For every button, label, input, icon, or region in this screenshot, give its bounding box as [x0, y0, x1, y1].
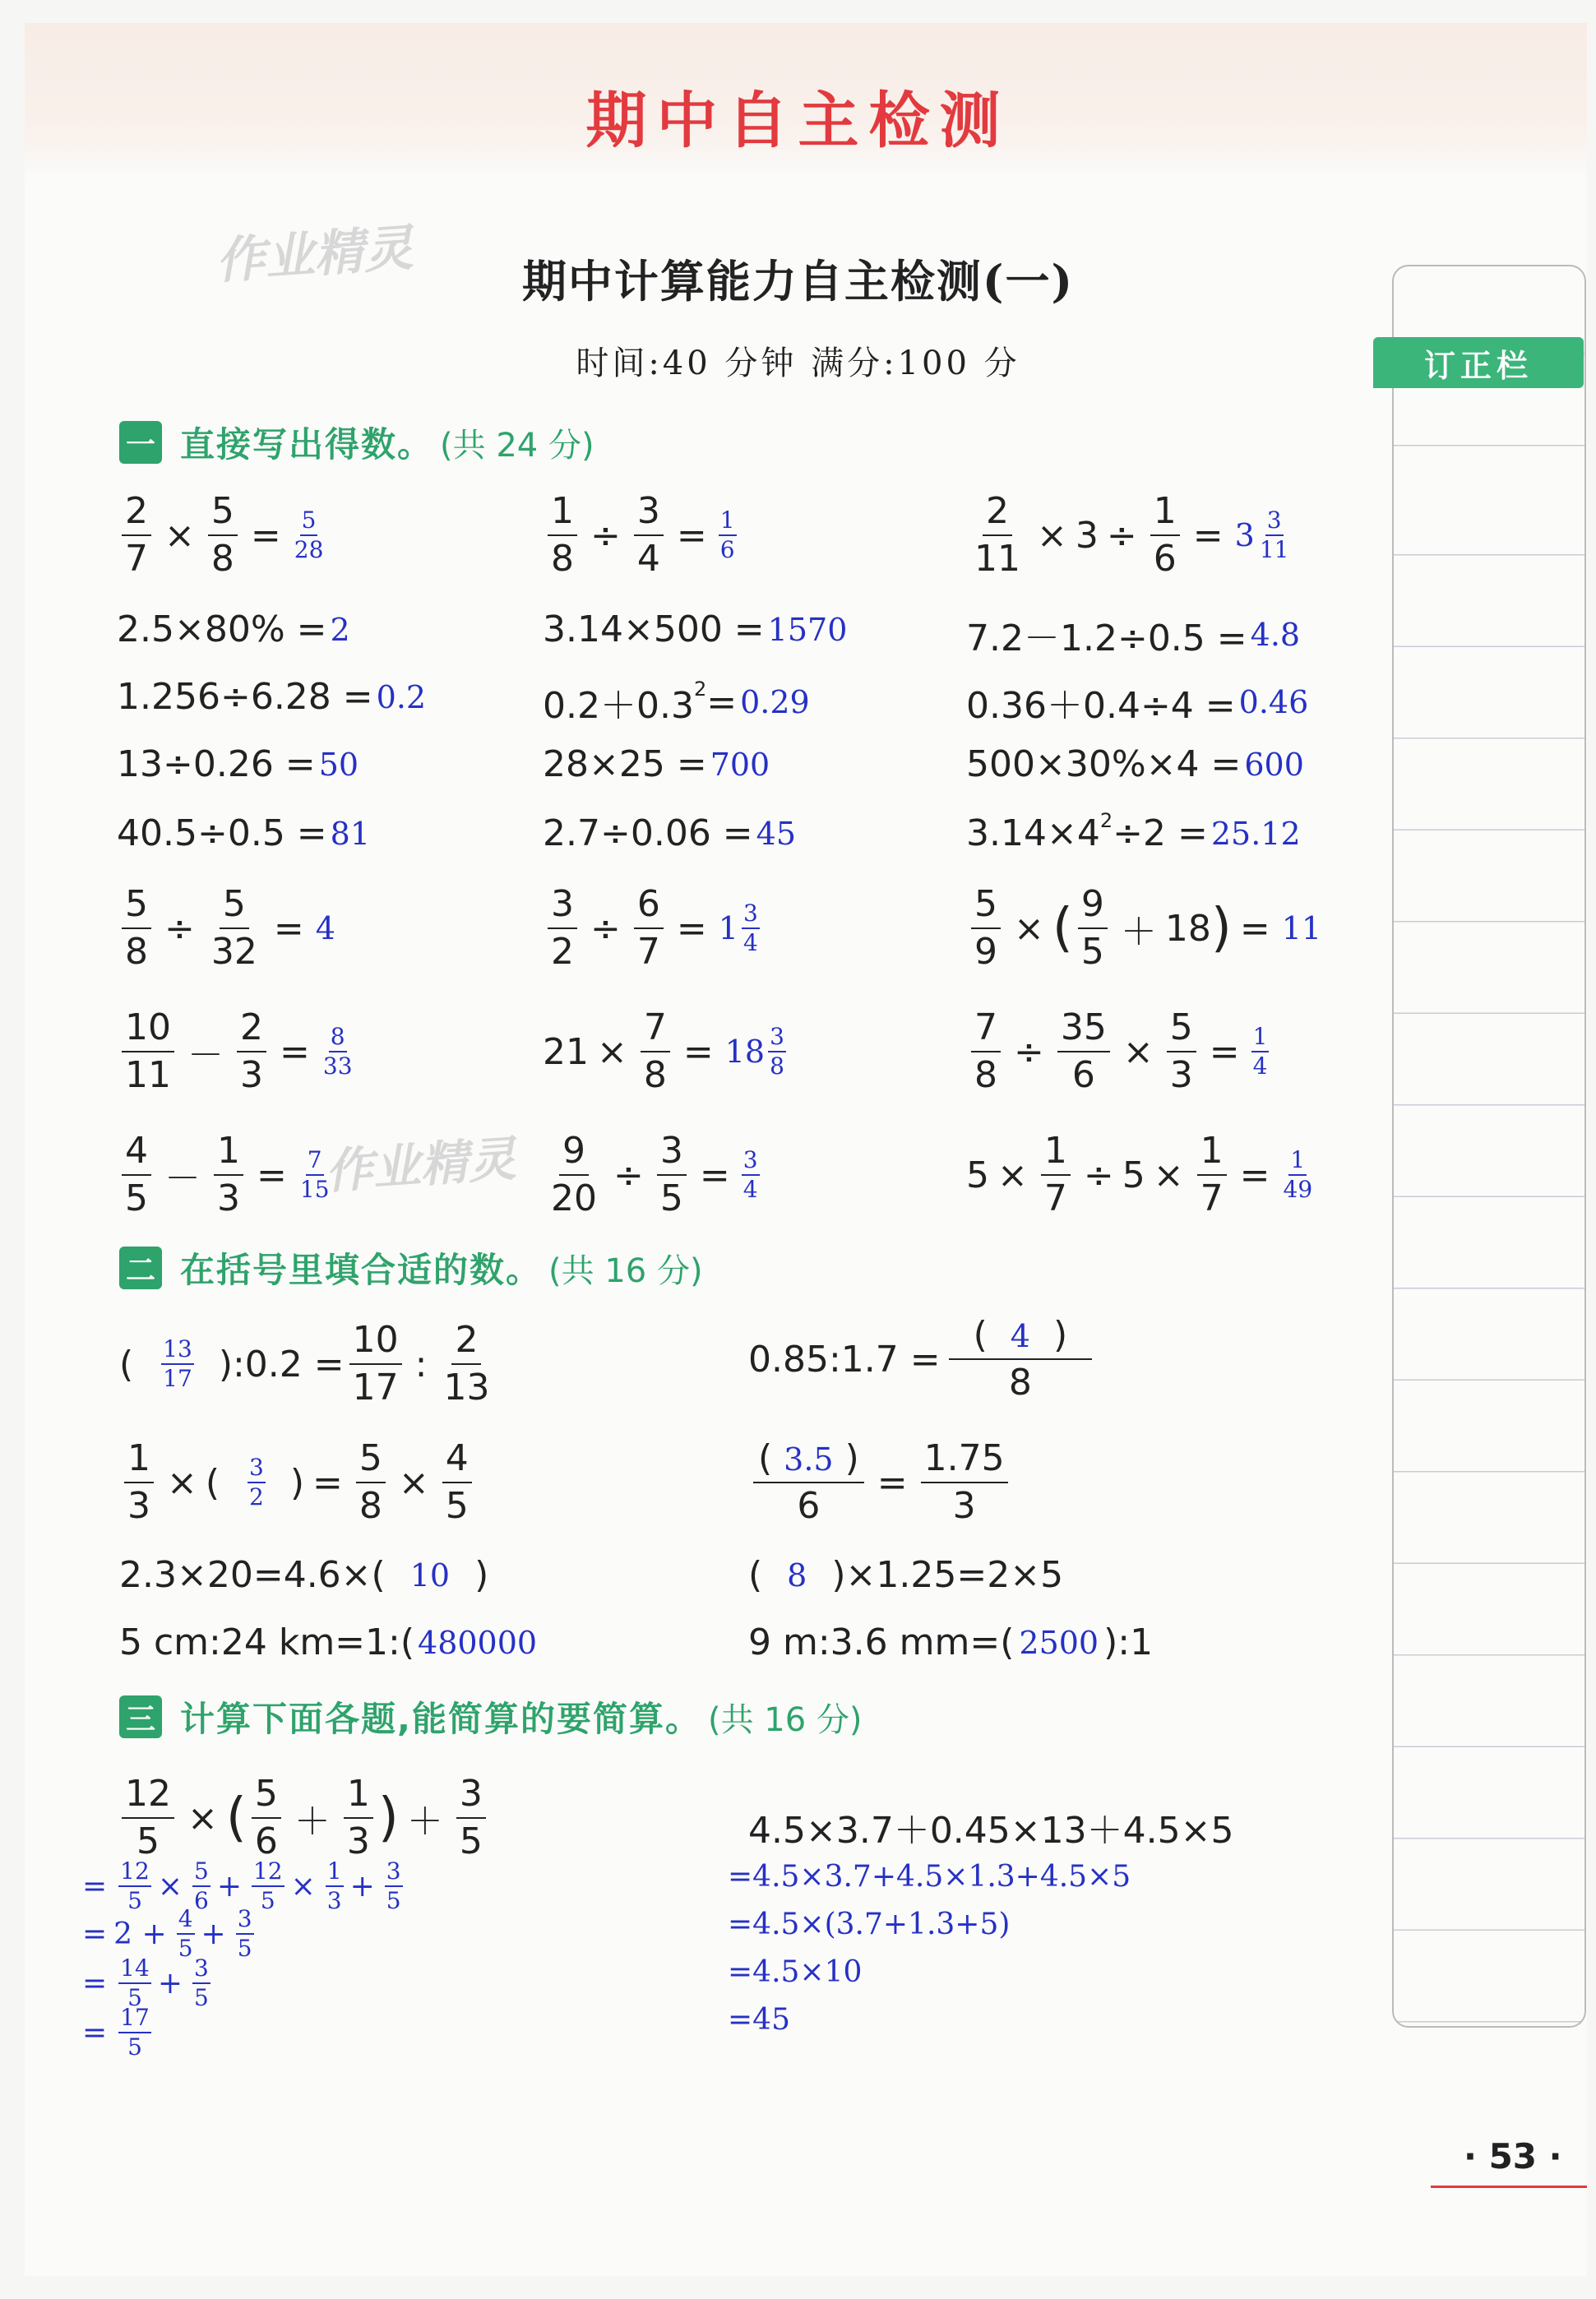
handwritten-step: =4.5×10: [728, 1955, 863, 1989]
section-header: [119, 1243, 703, 1293]
equation: $\frac{7}{8}$ ÷ $\frac{35}{6}$ × $\frac{5}{3}$ = $\frac{1}{4}$: [966, 1010, 1269, 1094]
answer: 0.46: [1238, 684, 1309, 720]
section-points: (共 16 分): [707, 1700, 863, 1739]
equation: 5 × $\frac{1}{7}$ ÷ 5 × $\frac{1}{7}$ = $\frac{1}{49}$: [966, 1130, 1313, 1219]
equation: 3.14×500 = 1570: [543, 608, 848, 650]
equation: 0.36＋0.4÷4 = 0.46: [966, 684, 1309, 727]
equation: 40.5÷0.5 = 81: [117, 812, 371, 854]
equation: $\frac{12}{5}$ × ( 5 6 ＋ 1 3 ) ＋ 3 5: [117, 1776, 491, 1860]
equation: 2.7÷0.06 = 45: [543, 812, 797, 854]
section-number: 一: [119, 421, 162, 464]
equation: 21 × $\frac{7}{8}$ = 18 3 8: [543, 1006, 784, 1096]
answer: 45: [756, 815, 797, 852]
equation: 10 11 － $\frac{2}{3}$ = $\frac{8}{33}$: [117, 1010, 354, 1094]
answer: 600: [1244, 746, 1304, 783]
section-points: (共 16 分): [548, 1251, 703, 1290]
section-title: 在括号里填合适的数。: [180, 1250, 543, 1290]
equation: $\frac{5}{9}$ × ( 9 5 ＋ 18 ) = 11: [966, 886, 1321, 970]
watermark: 作业精灵: [323, 1130, 518, 1200]
equation: 0.2＋0.3 2 = 0.29: [543, 678, 810, 727]
correction-tab: 订正栏: [1373, 337, 1584, 388]
handwritten-step: =45: [728, 2003, 790, 2037]
equation: $\frac{3}{2}$ ÷ $\frac{6}{7}$ = 1 3 4: [543, 886, 760, 970]
page-number: · 53 ·: [1464, 2136, 1562, 2176]
equation: $\frac{1}{3}$ × ( 3 2 ) = $\frac{5}{8}$ × $\frac{4}{5}$: [119, 1441, 477, 1524]
correction-column: [1392, 265, 1586, 2028]
equation: 4 5 － $\frac{1}{3}$ = $\frac{7}{15}$: [117, 1133, 331, 1217]
answer: 25.12: [1210, 815, 1301, 852]
watermark: 作业精灵: [214, 219, 415, 291]
equation: $\frac{( 3.5 )}{6}$ = $\frac{1.75}{3}$: [748, 1441, 1013, 1524]
banner-title: 期中自主检测: [585, 86, 1011, 156]
section-title: 计算下面各题,能简算的要简算。: [180, 1699, 701, 1739]
answer: 700: [710, 746, 770, 783]
page-title: 期中计算能力自主检测(一): [521, 255, 1075, 308]
answer: 81: [330, 815, 371, 852]
time-score-info: 时间:40 分钟 满分:100 分: [576, 345, 1020, 382]
equation: 5 cm:24 km=1:( 480000: [119, 1621, 538, 1663]
section-header: [119, 1692, 863, 1742]
answer: 4.8: [1250, 617, 1301, 653]
equation: 2.3×20=4.6×( 10 ): [119, 1554, 489, 1596]
page-number-underline: [1431, 2186, 1587, 2188]
handwritten-step: =4.5×(3.7+1.3+5): [728, 1908, 1011, 1941]
equation: $\frac{2}{7}$ × $\frac{5}{8}$ = $\frac{5}{28}$: [117, 493, 325, 577]
equation: 500×30%×4 = 600: [966, 743, 1304, 785]
equation: 7.2－1.2÷0.5 = 4.8: [966, 617, 1301, 659]
handwritten-step: =4.5×3.7+4.5×1.3+4.5×5: [728, 1860, 1131, 1894]
equation: 4.5×3.7＋0.45×13＋4.5×5: [748, 1810, 1234, 1852]
section-header: [119, 418, 594, 467]
answer: 50: [318, 746, 359, 783]
answer: 1570: [767, 611, 848, 648]
equation: ( 8 )×1.25=2×5: [748, 1554, 1064, 1596]
handwritten-step: = 2 + $\frac{4}{5}$ + $\frac{3}{5}$: [82, 1905, 252, 1962]
equation: $\frac{2}{11}$ × 3 ÷ $\frac{1}{6}$ = 3 3 11: [974, 490, 1289, 580]
section-number: 二: [119, 1247, 162, 1289]
equation: 2.5×80% = 2: [117, 608, 350, 650]
section-title: 直接写出得数。: [180, 424, 434, 465]
handwritten-step: = $\frac{12}{5}$ × $\frac{5}{6}$ + $\frac{12}{5}$ × $\frac{1}{3}$ + $\frac{3}{5}$: [82, 1857, 401, 1914]
handwritten-step: = 14 5 + $\frac{3}{5}$: [82, 1954, 209, 2011]
equation: 3.14×4 2 ÷2 = 25.12: [966, 808, 1301, 854]
equation: 1.256÷6.28 = 0.2: [117, 676, 427, 718]
equation: 13÷0.26 = 50: [117, 743, 359, 785]
section-number: 三: [119, 1695, 162, 1738]
equation: 0.85:1.7 = $\frac{( 4 )}{8}$: [748, 1317, 1097, 1401]
section-points: (共 24 分): [440, 426, 594, 465]
equation: 28×25 = 700: [543, 743, 770, 785]
equation: $\frac{5}{8}$ ÷ $\frac{5}{32}$ = 4: [117, 886, 335, 970]
answer: 2: [330, 611, 350, 648]
answer: 0.2: [376, 678, 427, 715]
equation: ( 13 17 ):0.2 = $\frac{10}{17}$ : 2 13: [119, 1319, 490, 1409]
answer: 0.29: [740, 684, 810, 720]
handwritten-step: = 17 5: [82, 2004, 150, 2061]
equation: $\frac{9}{20}$ ÷ $\frac{3}{5}$ = $\frac{3}{4}$: [551, 1130, 758, 1219]
equation: 9 m:3.6 mm=( 2500 ):1: [748, 1621, 1154, 1663]
equation: $\frac{1}{8}$ ÷ $\frac{3}{4}$ = $\frac{1}{6}$: [543, 493, 737, 577]
